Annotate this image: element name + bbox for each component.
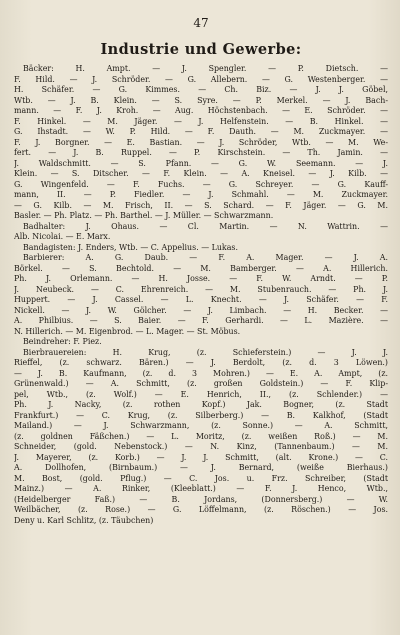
text-line: Grünenwald.) — A. Schmitt, (z. großen Goldstein.) — F. Klip- xyxy=(14,379,388,388)
text-line: fert. — J. B. Ruppel. — P. Kirschstein. — Th. Jamin. — xyxy=(14,148,388,157)
text-line: mann. — F. J. Kroh. — Aug. Höchstenbach. — E. Schröder. — xyxy=(14,106,388,115)
text-line: Nickell. — J. W. Gölcher. — J. Limbach. — H. Becker. — xyxy=(14,305,388,315)
text-line: J. Mayerer, (z. Korb.) — J. J. Schmitt, (alt. Krone.) — C. xyxy=(14,452,388,462)
text-line: M. Bost, (gold. Pflug.) — C. Jos. u. Frz. Schreiber, (Stadt xyxy=(14,473,388,483)
text-line: (Heidelberger Faß.) — B. Jordans, (Donnersberg.) — W. xyxy=(14,494,388,504)
page-number: 47 xyxy=(193,16,209,30)
text-line: A. Dollhofen, (Birnbaum.) — J. Bernard, (weiße Bierhaus.) xyxy=(14,463,388,472)
text-line: mann, II. — P. Fiedler. — J. Schmahl. — M. Zuckmayer. xyxy=(14,190,388,199)
text-line: Ph. J. Nacky, (z. rothen Kopf.) Jak. Bogner, (z. Stadt xyxy=(14,400,388,409)
text-line: pel, Wtb., (z. Wolf.) — E. Henrich, II., (z. Schlender.) — xyxy=(14,389,388,399)
text-line: Frankfurt.) — C. Krug, (z. Silberberg.) — B. Kalkhof, (Stadt xyxy=(14,410,388,420)
text-line: Mailand.) — J. Schwarzmann, (z. Sonne.) — A. Schmitt, xyxy=(14,421,388,430)
text-line: F. Hinkel. — M. Jäger. — J. Helfenstein. — B. Hinkel. — xyxy=(14,116,388,126)
text-line: H. Schäfer. — G. Kimmes. — Ch. Biz. — J. J. Göbel, xyxy=(14,85,388,94)
text-line: G. Wingenfeld. — F. Fuchs. — G. Schreyer. — G. Kauff- xyxy=(14,179,388,189)
section-title: Industrie und Gewerbe: xyxy=(100,41,302,58)
text-line: (z. goldnen Fäßchen.) — L. Moritz, (z. weißen Roß.) — M. xyxy=(14,431,388,441)
text-line: Alb. Nicolai. — E. Marx. xyxy=(14,232,111,241)
text-line: Beindreher: F. Piez. xyxy=(23,337,102,346)
body-text xyxy=(14,64,388,526)
text-line: Basler. — Ph. Platz. — Ph. Barthel. — J. Müller. — Schwarzmann. xyxy=(14,211,274,220)
text-line: Mainz.) — A. Rinker, (Kleeblatt.) — F. J. Henco, Wtb., xyxy=(14,484,388,493)
text-line: Schneider, (gold. Nebenstock.) — N. Kinz, (Tannenbaum.) — M. xyxy=(14,442,388,451)
text-line: Rieffel, (z. schwarz. Bären.) — J. Berdolt, (z. d. 3 Löwen.) xyxy=(14,358,388,367)
text-line: Huppert. — J. Cassel. — L. Knecht. — J. Schäfer. — F. xyxy=(14,295,388,304)
text-line: J. Neubeck. — C. Ehrenreich. — M. Stubenrauch. — Ph. J. xyxy=(14,284,388,294)
text-line: Barbierer: A. G. Daub. — F. A. Mager. — J. A. xyxy=(23,253,388,262)
text-line: N. Hillerich. — M. Eigenbrod. — L. Mager. — St. Möbus. xyxy=(14,326,241,336)
text-line: Deny u. Karl Schlitz, (z. Täubchen) xyxy=(14,515,154,525)
text-line: Bierbrauereien: H. Krug, (z. Schieferstein.) — J. J. xyxy=(23,347,388,357)
text-line: J. Waldschmitt. — S. Pfann. — G. W. Seemann. — J. xyxy=(14,158,388,168)
text-line: Bandagisten: J. Enders, Wtb. — C. Appelius. — Lukas. xyxy=(23,242,238,252)
text-line: A. Philbius. — S. Baier. — F. Gerhardi. — L. Mazière. — xyxy=(14,316,388,325)
text-line: Ph. J. Orlemann. — H. Josse. — F. W. Arndt. — P. xyxy=(14,274,388,283)
text-line: — J. B. Kaufmann, (z. d. 3 Mohren.) — E. A. Ampt, (z. xyxy=(14,368,388,378)
text-line: Klein. — S. Ditscher. — F. Klein. — A. Kneisel. — J. Kilb. — xyxy=(14,169,388,178)
text-line: Wtb. — J. B. Klein. — S. Syre. — P. Merkel. — J. Bach- xyxy=(14,95,388,105)
text-line: Weilbächer, (z. Rose.) — G. Löffelmann, (z. Röschen.) — Jos. xyxy=(14,505,388,514)
text-line: Börkel. — S. Bechtold. — M. Bamberger. — A. Hillerich. xyxy=(14,263,388,273)
text-line: F. J. Borgner. — E. Bastian. — J. Schröder, Wtb. — M. We- xyxy=(14,137,388,147)
text-line: G. Ihstadt. — W. P. Hild. — F. Dauth. — M. Zuckmayer. — xyxy=(14,127,388,136)
text-line: Badhalter: J. Ohaus. — Cl. Martin. — N. Wattrin. — xyxy=(23,221,388,231)
text-line: F. Hild. — J. Schröder. — G. Allebern. — G. Westenberger. — xyxy=(14,74,388,84)
text-line: Bäcker: H. Ampt. — J. Spengler. — P. Dietsch. — xyxy=(23,64,388,73)
text-line: — G. Kilb. — M. Frisch, II. — S. Schard. — F. Jäger. — G. M. xyxy=(14,200,388,210)
